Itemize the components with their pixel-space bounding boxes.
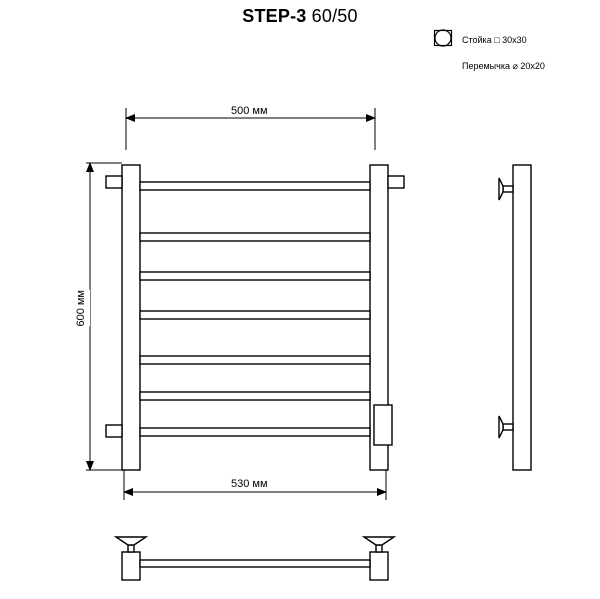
side-view: [499, 165, 531, 470]
dimension-label-bottom: 530 мм: [228, 478, 271, 490]
rungs: [140, 182, 370, 436]
dimension-left: [86, 163, 122, 470]
title-size: 60/50: [306, 6, 358, 26]
dimension-label-height: 600 мм: [72, 290, 90, 327]
bottom-view: [116, 537, 394, 580]
legend-item-label: Перемычка ⌀ 20x20: [462, 60, 545, 71]
dimension-label-top: 500 мм: [228, 105, 271, 117]
legend-item-label: Стойка □ 30x30: [462, 34, 527, 45]
title-model: STEP-3: [242, 6, 307, 26]
front-view: [106, 165, 404, 470]
